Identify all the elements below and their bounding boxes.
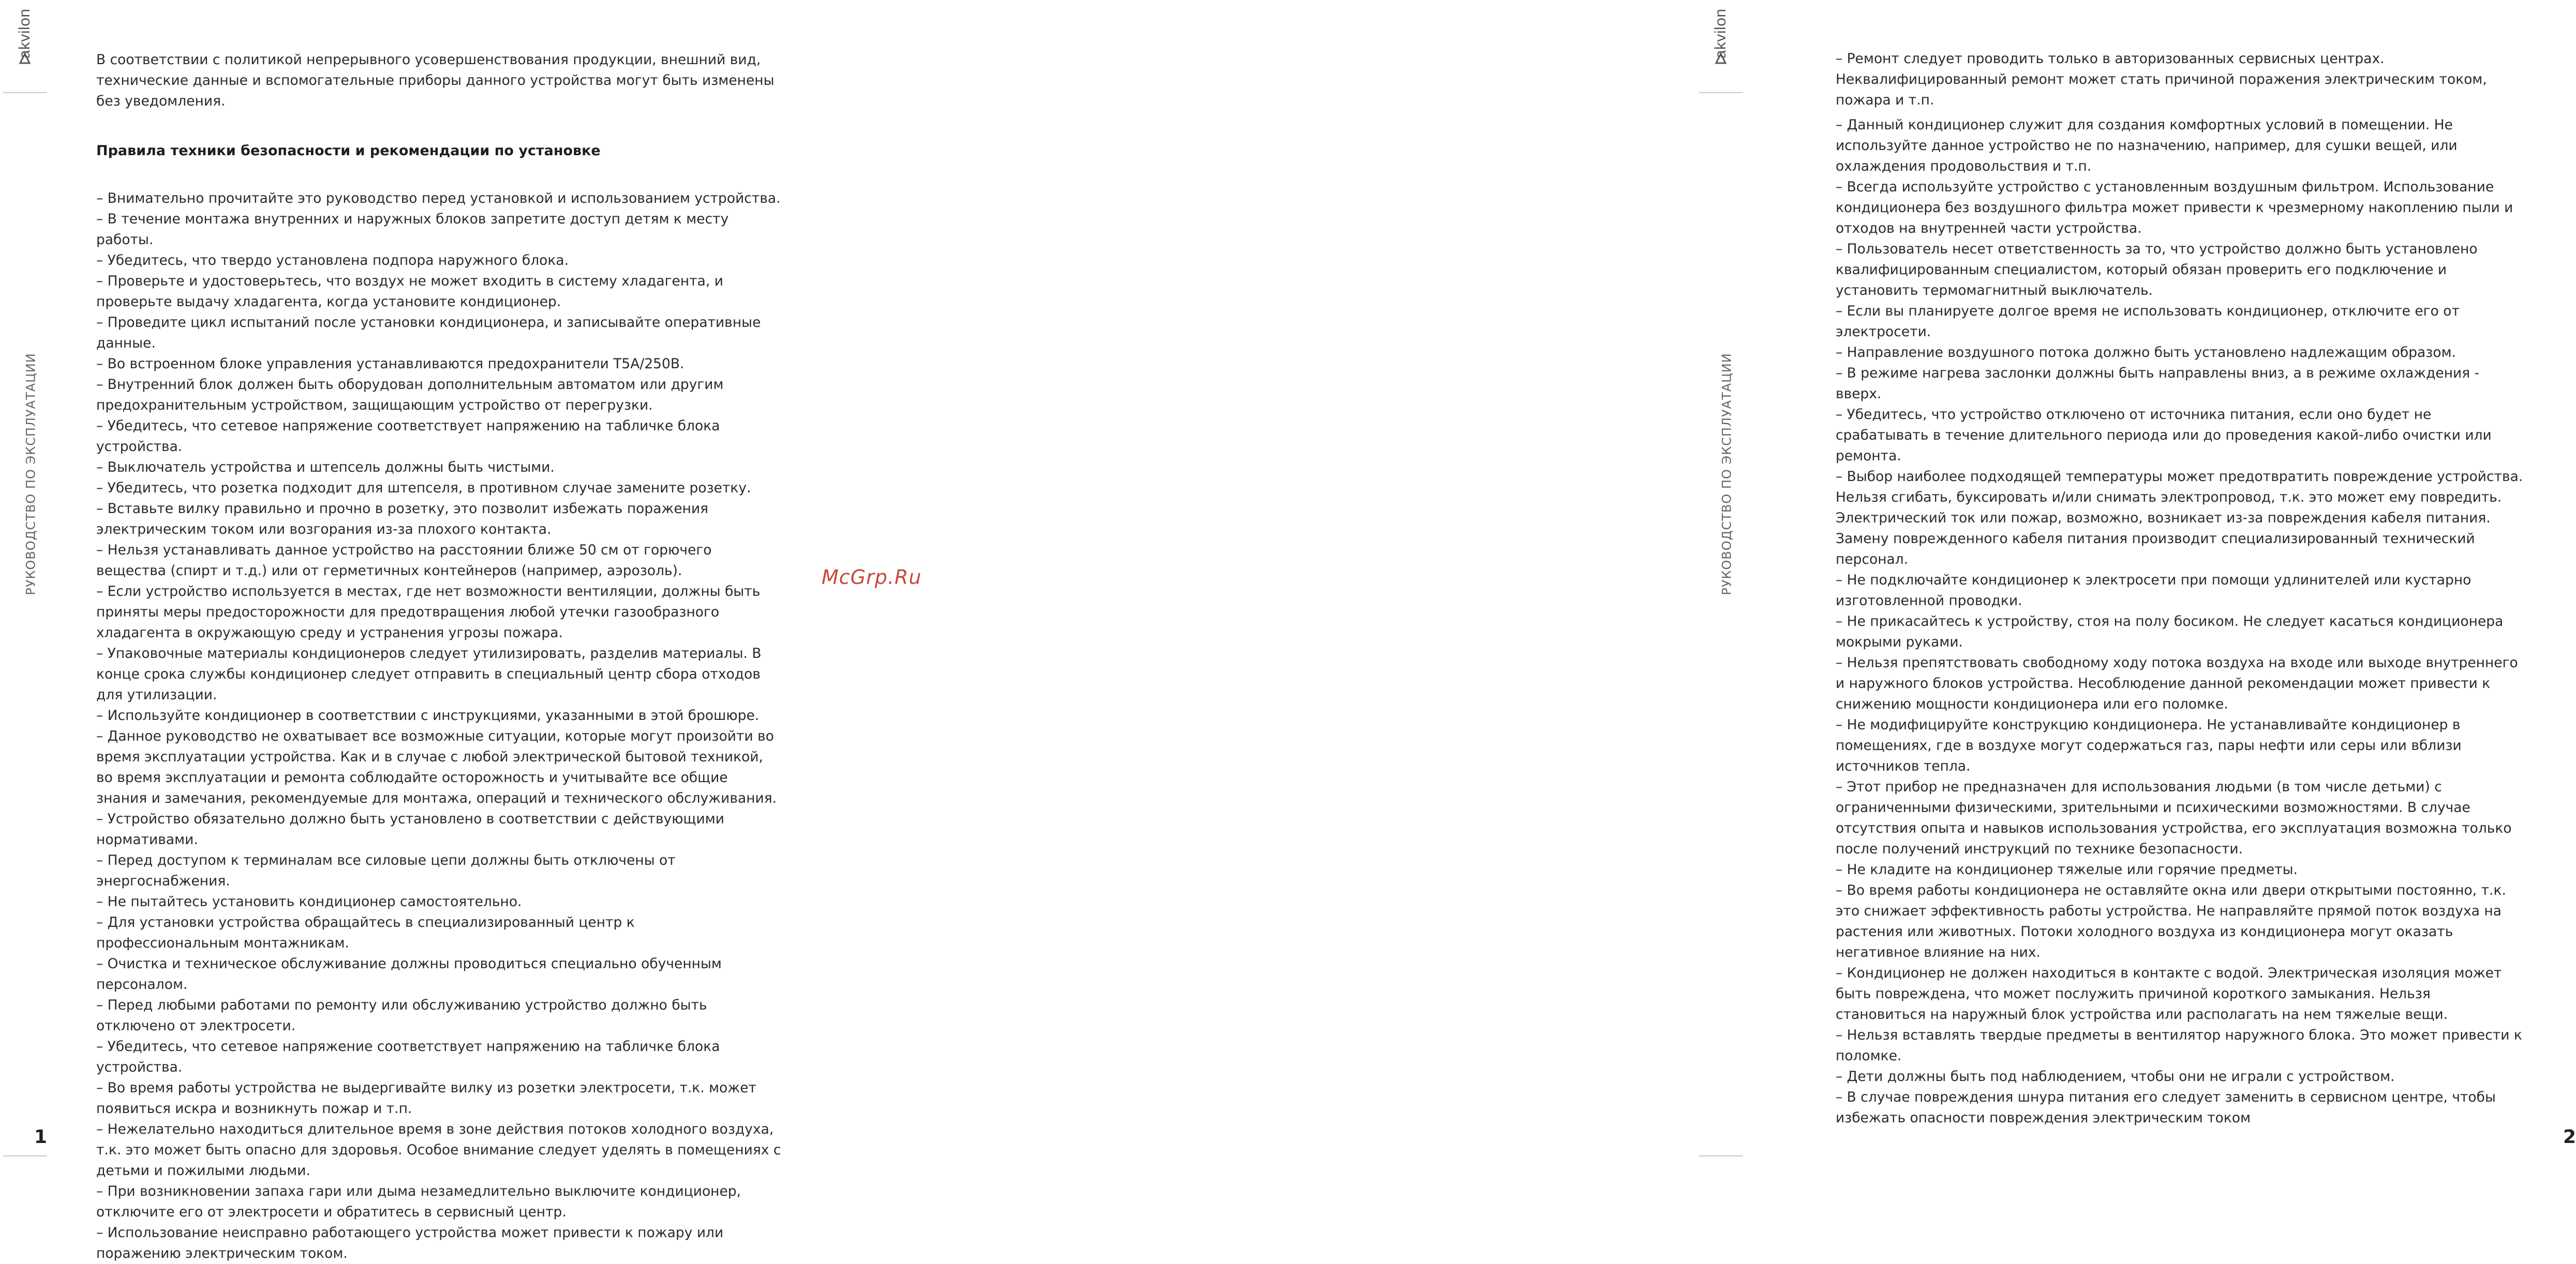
side-strip-right [1696, 0, 1743, 1157]
strip-divider-bottom [1699, 1155, 1743, 1156]
safety-item: – Убедитесь, что устройство отключено от источника питания, если оно будет не срабатывать в течение длительного периода или до проведения какой-либо очистки или ремонта. [1836, 407, 2492, 464]
safety-item: – Если вы планируете долгое время не использовать кондиционер, отключите его от электросети. [1836, 303, 2460, 340]
side-strip-left [0, 0, 47, 1157]
safety-item: – Не модифицируйте конструкцию кондиционера. Не устанавливайте кондиционер в помещениях, где в воздухе могут содержаться газ, пары нефти или серы или вблизи источников тепла. [1836, 717, 2462, 774]
page-right [871, 0, 2576, 1157]
safety-item: – Нельзя вставлять твердые предметы в вентилятор наружного блока. Это может привести к поломке. [1836, 1027, 2522, 1064]
safety-item: – Нельзя препятствовать свободному ходу потока воздуха на входе или выходе внутреннего и наружного блоков устройства. Несоблюдение данной рекомендации может привести к снижению мощности кондиционера или его поломке. [1836, 655, 2518, 712]
safety-item: – Упаковочные материалы кондиционеров следует утилизировать, разделив материалы. В конце срока службы кондиционер следует отправить в специальный центр сбора отходов для утилизации. [96, 645, 762, 703]
safety-item: – Дети должны быть под наблюдением, чтобы они не играли с устройством. [1836, 1069, 2395, 1085]
safety-item: – Убедитесь, что розетка подходит для штепселя, в противном случае замените розетку. [96, 480, 751, 496]
right-text-column [1836, 49, 2524, 1128]
watermark: McGrp.Ru [822, 566, 922, 589]
safety-item: – Направление воздушного потока должно быть установлено надлежащим образом. [1836, 344, 2456, 360]
safety-item: – В течение монтажа внутренних и наружных блоков запретите доступ детям к месту работы. [96, 211, 729, 248]
safety-item: – Для установки устройства обращайтесь в специализированный центр к профессиональным монтажникам. [96, 914, 635, 951]
safety-item: – Этот прибор не предназначен для использования людьми (в том числе детьми) с ограниченными физическими, зрительными и психическими возможностями. В случае отсутствия опыта и навыков использования устройства, его эксплуатация возможна только после получений инструкций по технике безопасности. [1836, 779, 2512, 857]
section-title: Правила техники безопасности и рекомендации по установке [96, 143, 601, 159]
safety-item: – Выбор наиболее подходящей температуры может предотвратить повреждение устройства. Нельзя сгибать, буксировать и/или снимать электропровод, т.к. это может ему повредить. Электрический ток или пожар, возможно, возникает из-за повреждения кабеля питания. Замену поврежденного кабеля питания производит специализированный технический персонал. [1836, 469, 2523, 567]
safety-item: – Данный кондиционер служит для создания комфортных условий в помещении. Не используйте данное устройство не по назначению, например, для сушки вещей, или охлаждения продовольствия и т.п. [1836, 117, 2458, 174]
safety-item: – Кондиционер не должен находиться в контакте с водой. Электрическая изоляция может быть повреждена, что может послужить причиной короткого замыкания. Нельзя становиться на наружный блок устройства или располагать на нем тяжелые вещи. [1836, 965, 2502, 1022]
safety-item: – Всегда используйте устройство с установленным воздушным фильтром. Использование кондиционера без воздушного фильтра может привести к чрезмерному накоплению пыли и отходов на внутренней части устройства. [1836, 179, 2513, 236]
left-text-column [96, 50, 781, 1264]
safety-item: – Ремонт следует проводить только в авторизованных сервисных центрах. Неквалифицированный ремонт может стать причиной поражения электрическим током, пожара и т.п. [1836, 51, 2487, 108]
safety-item: – Убедитесь, что твердо установлена подпора наружного блока. [96, 252, 569, 268]
safety-item: – Вставьте вилку правильно и прочно в розетку, это позволит избежать поражения электрическим током или возгорания из-за плохого контакта. [96, 501, 709, 537]
safety-item: – Не подключайте кондиционер к электросети при помощи удлинителей или кустарно изготовленной проводки. [1836, 572, 2471, 609]
intro-paragraph: В соответствии с политикой непрерывного усовершенствования продукции, внешний вид, технические данные и вспомогательные приборы данного устройства могут быть изменены без уведомления. [96, 52, 775, 109]
akvilon-logo-icon [18, 52, 32, 65]
brand-logo-text: akvilon [1712, 8, 1729, 59]
safety-item: – Данное руководство не охватывает все возможные ситуации, которые могут произойти во время эксплуатации устройства. Как и в случае с любой электрической бытовой техникой, во время эксплуатации и ремонта соблюдайте осторожность и учитывайте все общие знания и замечания, рекомендуемые для монтажа, операций и технического обслуживания. [96, 728, 777, 806]
safety-item: – Убедитесь, что сетевое напряжение соответствует напряжению на табличке блока устройства. [96, 418, 720, 455]
safety-item: – Пользователь несет ответственность за то, что устройство должно быть установлено квалифицированным специалистом, который обязан проверить его подключение и установить термомагнитный выключатель. [1836, 241, 2478, 298]
strip-divider-bottom [3, 1155, 47, 1156]
safety-item: – Во время работы устройства не выдергивайте вилку из розетки электросети, т.к. может появиться искра и возникнуть пожар и т.п. [96, 1080, 756, 1117]
safety-item: – Нежелательно находиться длительное время в зоне действия потоков холодного воздуха, т.к. это может быть опасно для здоровья. Особое внимание следует уделять в помещениях с детьми и пожилыми людьми. [96, 1121, 781, 1179]
safety-item: – Не пытайтесь установить кондиционер самостоятельно. [96, 894, 522, 910]
safety-item: – При возникновении запаха гари или дыма незамедлительно выключите кондиционер, отключите его от электросети и обратитесь в сервисный центр. [96, 1183, 741, 1220]
safety-item: – В случае повреждения шнура питания его следует заменить в сервисном центре, чтобы избежать опасности повреждения электрическим током [1836, 1089, 2496, 1126]
left-item-list [96, 188, 781, 1264]
safety-item: – Перед доступом к терминалам все силовые цепи должны быть отключены от энергоснабжения. [96, 852, 676, 889]
safety-item: – Внутренний блок должен быть оборудован дополнительным автоматом или другим предохранительным устройством, защищающим устройство от перегрузки. [96, 377, 724, 413]
safety-item: – Не кладите на кондиционер тяжелые или горячие предметы. [1836, 862, 2298, 878]
brand-logo-text: akvilon [16, 8, 33, 59]
safety-item: – Устройство обязательно должно быть установлено в соответствии с действующими нормативами. [96, 811, 724, 848]
safety-item: – В режиме нагрева заслонки должны быть направлены вниз, а в режиме охлаждения - вверх. [1836, 365, 2480, 402]
safety-item: – Выключатель устройства и штепсель должны быть чистыми. [96, 459, 555, 475]
safety-item: – Внимательно прочитайте это руководство перед установкой и использованием устройства. [96, 190, 781, 206]
vertical-section-label-text: РУКОВОДСТВО ПО ЭКСПЛУАТАЦИИ [23, 353, 38, 595]
strip-divider-top [1699, 92, 1743, 93]
page-number-right: 2 [2563, 1126, 2576, 1148]
safety-item: – Во время работы кондиционера не оставляйте окна или двери открытыми постоянно, т.к. это снижает эффективность работы устройства. Не направляйте прямой поток воздуха на растения или животных. Потоки холодного воздуха из кондиционера могут оказать негативное влияние на них. [1836, 882, 2506, 960]
page-number-left: 1 [34, 1126, 48, 1148]
safety-item: – Не прикасайтесь к устройству, стоя на полу босиком. Не следует касаться кондиционера мокрыми руками. [1836, 613, 2504, 650]
safety-item: – Проверьте и удостоверьтесь, что воздух не может входить в систему хладагента, и проверьте выдачу хладагента, когда установите кондиционер. [96, 273, 723, 310]
brand-left [9, 0, 40, 72]
brand-right [1705, 0, 1736, 72]
safety-item: – Очистка и техническое обслуживание должны проводиться специально обученным персоналом. [96, 956, 722, 992]
strip-divider-top [3, 92, 47, 93]
safety-item: – Проведите цикл испытаний после установки кондиционера, и записывайте оперативные данные. [96, 314, 761, 351]
safety-item: – Если устройство используется в местах, где нет возможности вентиляции, должны быть приняты меры предосторожности для предотвращения любой утечки газообразного хладагента в окружающую среду и устранения угрозы пожара. [96, 583, 761, 641]
right-item-list [1836, 49, 2524, 1128]
safety-item: – Перед любыми работами по ремонту или обслуживанию устройство должно быть отключено от электросети. [96, 997, 707, 1034]
vertical-section-label-text: РУКОВОДСТВО ПО ЭКСПЛУАТАЦИИ [1719, 353, 1734, 595]
safety-item: – Нельзя устанавливать данное устройство на расстоянии ближе 50 см от горючего вещества (спирт и т.д.) или от герметичных контейнеров (например, аэрозоль). [96, 542, 712, 579]
akvilon-logo-icon [1714, 52, 1728, 65]
safety-item: – Использование неисправно работающего устройства может привести к пожару или поражению электрическим током. [96, 1225, 724, 1261]
safety-item: – Во встроенном блоке управления устанавливаются предохранители T5A/250В. [96, 356, 684, 372]
safety-item: – Убедитесь, что сетевое напряжение соответствует напряжению на табличке блока устройства. [96, 1039, 720, 1075]
page-left [0, 0, 871, 1261]
safety-item: – Используйте кондиционер в соответствии с инструкциями, указанными в этой брошюре. [96, 708, 760, 724]
